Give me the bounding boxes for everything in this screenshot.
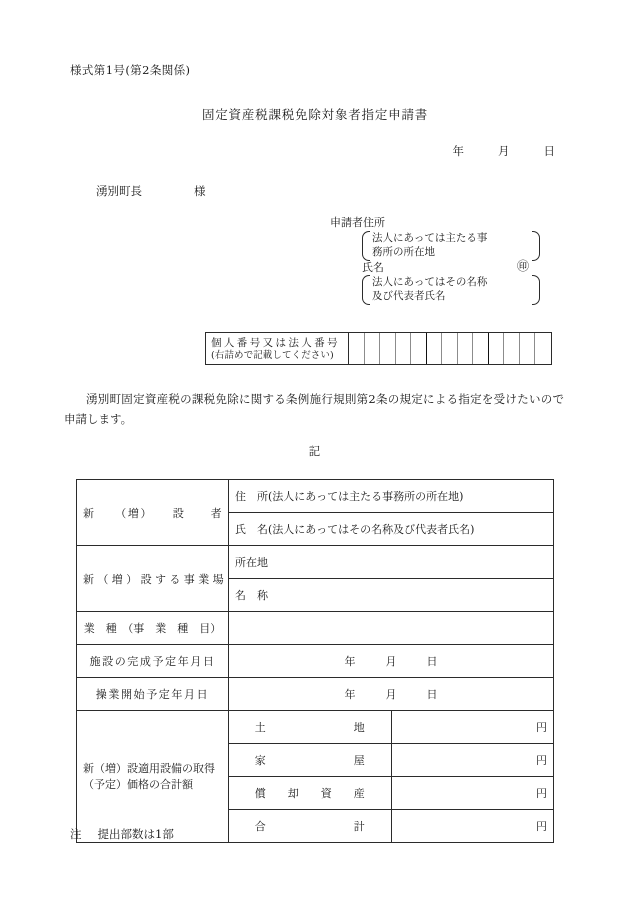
cell-completion-date[interactable] xyxy=(229,645,554,678)
mynumber-cells[interactable] xyxy=(349,333,551,364)
row-head-industry: 業 種 （事 業 種 目） xyxy=(77,612,229,645)
document-title: 固定資産税課税免除対象者指定申請書 xyxy=(201,107,429,122)
completion-year-label: 年 xyxy=(344,655,356,668)
currency-unit: 円 xyxy=(536,721,547,734)
applicant-name-note-line1: 法人にあってはその名称 xyxy=(372,276,488,289)
footer-note-label: 注 xyxy=(70,827,82,841)
money-label-land: 土 地 xyxy=(229,711,392,744)
applicant-name-note-line2: 及び代表者氏名 xyxy=(372,290,446,303)
operation-month-label: 月 xyxy=(385,688,397,701)
table-row xyxy=(77,678,554,711)
applicant-name-label: 氏名 xyxy=(362,260,384,274)
row-head-operation-date: 操業開始予定年月日 xyxy=(77,678,229,711)
acquisition-head-line1: 新（増）設適用設備の取得 xyxy=(83,761,215,775)
money-label-building: 家 屋 xyxy=(229,744,392,777)
currency-unit: 円 xyxy=(536,787,547,800)
table-row xyxy=(77,711,554,744)
applicant-name-note xyxy=(362,275,540,305)
mynumber-field xyxy=(205,332,552,365)
mynumber-cell[interactable] xyxy=(520,333,536,364)
row-head-establisher: 新 （増） 設 者 xyxy=(77,480,229,546)
mynumber-cell[interactable] xyxy=(380,333,396,364)
mynumber-cell[interactable] xyxy=(396,333,412,364)
addressee-name: 湧別町長 xyxy=(96,184,142,198)
money-label-total: 合 計 xyxy=(229,810,392,843)
money-label-depreciable-assets: 償 却 資 産 xyxy=(229,777,392,810)
bracket-left xyxy=(362,275,370,305)
kai-marker: 記 xyxy=(308,444,322,458)
table-row xyxy=(77,612,554,645)
addressee-line xyxy=(96,183,206,199)
row-head-acquisition-price xyxy=(77,711,229,843)
table-row xyxy=(77,546,554,579)
table-row xyxy=(77,645,554,678)
cell-establisher-name[interactable]: 氏 名(法人にあってはその名称及び代表者氏名) xyxy=(229,513,554,546)
currency-unit: 円 xyxy=(536,820,547,833)
mynumber-cell[interactable] xyxy=(458,333,474,364)
money-value-depreciable-assets[interactable] xyxy=(391,777,554,810)
completion-day-label: 日 xyxy=(426,655,438,668)
mynumber-cell[interactable] xyxy=(411,333,427,364)
currency-unit: 円 xyxy=(536,754,547,767)
row-head-workplace: 新（増）設する事業場 xyxy=(77,546,229,612)
mynumber-cell[interactable] xyxy=(349,333,365,364)
acquisition-head-line2: （予定）価格の合計額 xyxy=(83,777,193,791)
table-row xyxy=(77,480,554,513)
cell-workplace-location[interactable]: 所在地 xyxy=(229,546,554,579)
applicant-address-note-line1: 法人にあっては主たる事 xyxy=(372,231,488,244)
mynumber-cell[interactable] xyxy=(427,333,443,364)
date-day-label: 日 xyxy=(543,144,555,158)
row-head-completion-date: 施設の完成予定年月日 xyxy=(77,645,229,678)
mynumber-cell[interactable] xyxy=(535,333,551,364)
operation-year-label: 年 xyxy=(344,688,356,701)
bracket-right xyxy=(532,275,540,305)
mynumber-cell[interactable] xyxy=(365,333,381,364)
date-month-label: 月 xyxy=(498,144,510,158)
mynumber-label-line1: 個人番号又は法人番号 xyxy=(211,336,340,349)
footer-note xyxy=(70,826,174,842)
cell-workplace-name[interactable]: 名 称 xyxy=(229,579,554,612)
cell-operation-date[interactable] xyxy=(229,678,554,711)
mynumber-label-line2: (右詰めで記載してください) xyxy=(211,350,334,362)
completion-month-label: 月 xyxy=(385,655,397,668)
bracket-right xyxy=(532,231,540,261)
applicant-block xyxy=(330,216,560,305)
mynumber-cell[interactable] xyxy=(489,333,505,364)
money-value-land[interactable] xyxy=(391,711,554,744)
body-paragraph xyxy=(64,389,564,429)
bracket-left xyxy=(362,231,370,261)
footer-note-text: 提出部数は1部 xyxy=(97,827,174,841)
seal-icon: ㊞ xyxy=(517,258,530,273)
cell-industry-value[interactable] xyxy=(229,612,554,645)
mynumber-cell[interactable] xyxy=(473,333,489,364)
date-line xyxy=(0,143,555,159)
mynumber-cell[interactable] xyxy=(504,333,520,364)
cell-establisher-address[interactable]: 住 所(法人にあっては主たる事務所の所在地) xyxy=(229,480,554,513)
applicant-address-note xyxy=(362,231,540,261)
applicant-name-label-row xyxy=(362,258,560,276)
money-value-building[interactable] xyxy=(391,744,554,777)
operation-day-label: 日 xyxy=(426,688,438,701)
money-value-total[interactable] xyxy=(391,810,554,843)
applicant-address-note-line2: 務所の所在地 xyxy=(372,245,435,258)
mynumber-label xyxy=(206,333,349,364)
date-year-label: 年 xyxy=(452,144,464,158)
mynumber-cell[interactable] xyxy=(442,333,458,364)
main-table xyxy=(76,479,554,843)
body-paragraph-text: 湧別町固定資産税の課税免除に関する条例施行規則第2条の規定による指定を受けたいので申請します。 xyxy=(64,392,564,427)
form-number: 様式第1号(第2条関係) xyxy=(70,63,191,77)
addressee-honorific: 様 xyxy=(194,184,206,198)
applicant-address-label: 申請者住所 xyxy=(330,216,385,229)
